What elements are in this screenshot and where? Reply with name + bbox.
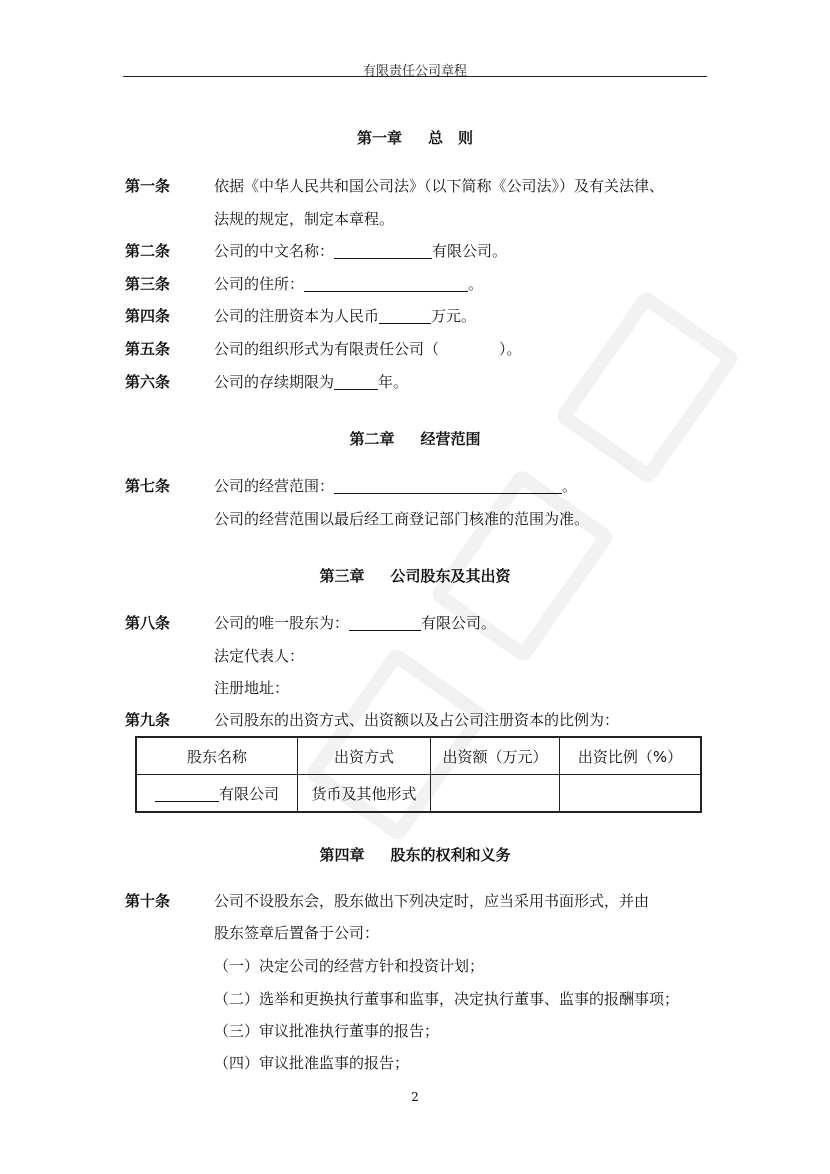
cell-ratio [560,775,702,813]
chapter-number: 第二章 [349,430,395,448]
chapter-number: 第三章 [319,567,365,585]
list-item: （二）选举和更换执行董事和监事，决定执行董事、监事的报酬事项； [214,990,680,1008]
article-5-label: 第五条 [125,340,171,358]
article-8-label: 第八条 [125,614,171,632]
chapter-number: 第一章 [356,129,402,147]
list-item: （三）审议批准执行董事的报告； [214,1022,440,1040]
article-2-text [214,240,507,261]
shareholder-table [135,736,702,813]
cell-shareholder [136,775,298,813]
cell-amount [431,775,560,813]
table-header-row [136,737,701,775]
header-divider [123,76,707,77]
chapter-number: 第四章 [319,846,365,864]
chapter-3-heading [0,565,830,586]
running-header: 有限责任公司章程 [362,64,467,79]
list-item: （一）决定公司的经营方针和投资计划； [214,957,485,975]
cell-method: 货币及其他形式 [298,775,431,813]
col-header-amount: 出资额（万元） [431,737,560,775]
article-6-pre: 公司的存续期限为 [214,373,335,391]
chapter-title: 公司股东及其出资 [390,567,511,585]
legal-representative-line: 法定代表人： [214,647,305,665]
chapter-title: 经营范围 [420,430,481,448]
article-10-text-cont: 股东签章后置备于公司： [214,924,380,942]
chapter-title: 股东的权利和义务 [390,846,511,864]
article-4-label: 第四条 [125,307,171,325]
article-6-text [214,371,408,392]
chapter-title: 总 则 [428,129,474,147]
article-8-pre: 公司的唯一股东为： [214,614,350,632]
article-1-text-cont: 法规的规定，制定本章程。 [214,210,395,228]
article-2-label: 第二条 [125,242,171,260]
shareholder-blank [349,615,421,631]
article-1-label: 第一条 [125,177,171,195]
col-header-ratio: 出资比例（%） [560,737,702,775]
article-7-pre: 公司的经营范围： [214,477,335,495]
chapter-1-heading [0,127,830,148]
registered-address-line: 注册地址： [214,679,290,697]
business-scope-blank [334,478,562,494]
shareholder-suffix: 有限公司 [218,784,279,803]
article-3-label: 第三条 [125,275,171,293]
article-4-text [214,305,476,326]
capital-blank [379,308,431,324]
article-7-label: 第七条 [125,477,171,495]
article-2-post: 有限公司。 [432,242,508,260]
article-3-text [214,273,483,294]
article-9-text: 公司股东的出资方式、出资额以及占公司注册资本的比例为： [214,711,620,729]
article-1-text: 依据《中华人民共和国公司法》（以下简称《公司法》）及有关法律、 [214,177,665,195]
col-header-shareholder: 股东名称 [136,737,298,775]
article-3-post: 。 [468,275,484,293]
article-2-pre: 公司的中文名称： [214,242,335,260]
page-number: 2 [411,1090,419,1104]
table-row [136,775,701,813]
article-7-post: 。 [562,477,578,495]
article-7-text-cont: 公司的经营范围以最后经工商登记部门核准的范围为准。 [214,510,590,528]
shareholder-name-blank [155,786,219,802]
term-blank [334,374,378,390]
col-header-method: 出资方式 [298,737,431,775]
address-blank [304,276,468,292]
article-4-post: 万元。 [431,307,477,325]
article-8-text [214,612,496,633]
article-3-pre: 公司的住所： [214,275,305,293]
list-item: （四）审议批准监事的报告； [214,1054,410,1072]
article-7-text [214,475,577,496]
company-name-blank [334,243,432,259]
article-5-text: 公司的组织形式为有限责任公司（ ）。 [214,340,522,358]
article-9-label: 第九条 [125,711,171,729]
article-6-label: 第六条 [125,373,171,391]
article-8-post: 有限公司。 [421,614,497,632]
article-10-text: 公司不设股东会，股东做出下列决定时，应当采用书面形式，并由 [214,892,650,910]
article-10-label: 第十条 [125,892,171,910]
article-6-post: 年。 [378,373,409,391]
chapter-2-heading [0,428,830,449]
chapter-4-heading [0,844,830,865]
article-4-pre: 公司的注册资本为人民币 [214,307,380,325]
